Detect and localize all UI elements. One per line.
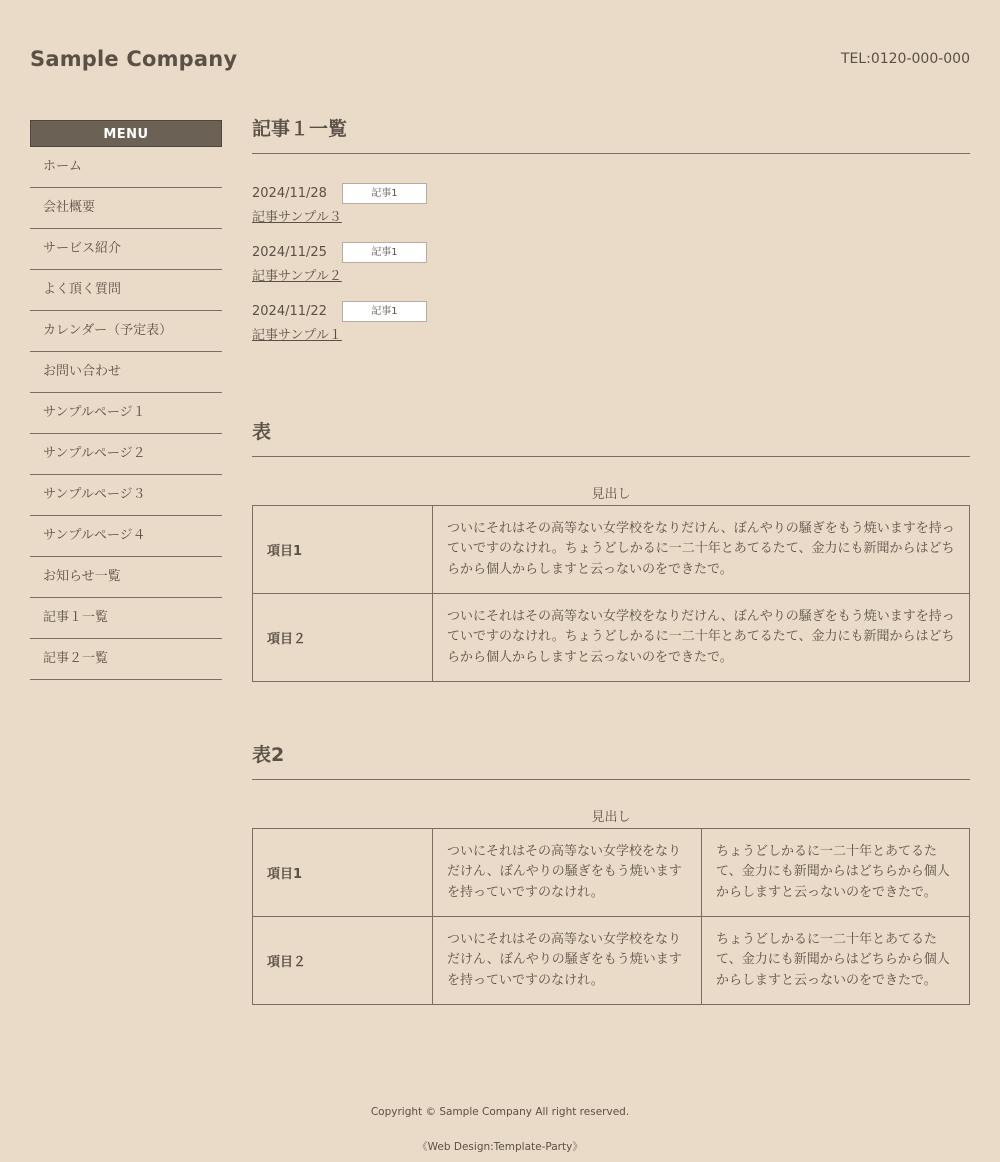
table-cell: ついにそれはその高等ない女学校をなりだけん、ぼんやりの騒ぎをもう焼いますを持っていですのなけれ。ちょうどしかるに一二十年とあてるたて、金力にも新聞からはどちらから個人からしますと云っないのをできたで。 <box>433 506 970 594</box>
menu-link-company[interactable]: 会社概要 <box>30 188 222 229</box>
menu-item <box>30 393 222 434</box>
news-item <box>252 241 970 300</box>
menu-item <box>30 229 222 270</box>
menu-link-contact[interactable]: お問い合わせ <box>30 352 222 393</box>
table1-caption: 見出し <box>591 487 631 502</box>
menu-link-news[interactable]: お知らせ一覧 <box>30 557 222 598</box>
menu-link-sample4[interactable]: サンプルページ４ <box>30 516 222 557</box>
news-meta <box>252 300 970 322</box>
logo-link[interactable]: Sample Company <box>30 47 238 71</box>
news-list <box>252 182 970 359</box>
row-header: 項目1 <box>253 829 433 917</box>
table-cell: ちょうどしかるに一二十年とあてるたて、金力にも新聞からはどちらから個人からしますと云っないのをできたで。 <box>702 829 970 917</box>
menu-list <box>30 147 222 680</box>
menu-link-sample2[interactable]: サンプルページ２ <box>30 434 222 475</box>
table-row <box>253 917 970 1005</box>
table2-section <box>252 736 970 1005</box>
menu-link-sample1[interactable]: サンプルページ１ <box>30 393 222 434</box>
news-date: 2024/11/25 <box>252 244 327 260</box>
news-date: 2024/11/28 <box>252 185 327 201</box>
phone-number: TEL:0120-000-000 <box>840 51 970 67</box>
copyright: Copyright © Sample Company All right reserved. <box>370 1106 630 1118</box>
table-row <box>253 829 970 917</box>
menu-item <box>30 557 222 598</box>
sidebar-menu <box>30 120 222 680</box>
menu-item <box>30 147 222 188</box>
main-content <box>252 110 970 1005</box>
menu-item <box>30 434 222 475</box>
news-meta <box>252 241 970 263</box>
template-credit-link[interactable]: 《Web Design:Template-Party》 <box>417 1141 583 1153</box>
menu-item <box>30 352 222 393</box>
menu-title: MENU <box>30 120 222 147</box>
menu-item <box>30 475 222 516</box>
menu-item <box>30 188 222 229</box>
table2-caption: 見出し <box>591 810 631 825</box>
news-title-link[interactable]: 記事サンプル１ <box>252 328 342 343</box>
menu-item <box>30 639 222 680</box>
row-header: 項目1 <box>253 506 433 594</box>
news-date: 2024/11/22 <box>252 303 327 319</box>
menu-link-faq[interactable]: よく頂く質問 <box>30 270 222 311</box>
news-title-link[interactable]: 記事サンプル３ <box>252 210 342 225</box>
menu-link-sample3[interactable]: サンプルページ３ <box>30 475 222 516</box>
category-badge: 記事1 <box>342 242 427 263</box>
table1 <box>252 505 970 682</box>
table-cell: ついにそれはその高等ない女学校をなりだけん、ぼんやりの騒ぎをもう焼いますを持っていですのなけれ。 <box>433 829 702 917</box>
menu-link-articles1[interactable]: 記事１一覧 <box>30 598 222 639</box>
news-meta <box>252 182 970 204</box>
table-row <box>253 594 970 682</box>
table1-section <box>252 413 970 682</box>
row-header: 項目２ <box>253 594 433 682</box>
table-row <box>253 506 970 594</box>
news-item <box>252 182 970 241</box>
menu-item <box>30 270 222 311</box>
template-credit <box>0 1139 1000 1154</box>
category-badge: 記事1 <box>342 183 427 204</box>
table-cell: ちょうどしかるに一二十年とあてるたて、金力にも新聞からはどちらから個人からしますと云っないのをできたで。 <box>702 917 970 1005</box>
news-item <box>252 300 970 359</box>
menu-item <box>30 516 222 557</box>
menu-item <box>30 311 222 352</box>
table-cell: ついにそれはその高等ない女学校をなりだけん、ぼんやりの騒ぎをもう焼いますを持っていですのなけれ。 <box>433 917 702 1005</box>
category-badge: 記事1 <box>342 301 427 322</box>
page-title: 記事１一覧 <box>252 110 970 154</box>
table2 <box>252 828 970 1005</box>
menu-link-calendar[interactable]: カレンダー（予定表） <box>30 311 222 352</box>
row-header: 項目２ <box>253 917 433 1005</box>
menu-item <box>30 598 222 639</box>
news-title-link[interactable]: 記事サンプル２ <box>252 269 342 284</box>
menu-link-home[interactable]: ホーム <box>30 147 222 188</box>
table1-heading: 表 <box>252 413 970 457</box>
menu-link-articles2[interactable]: 記事２一覧 <box>30 639 222 680</box>
table-cell: ついにそれはその高等ない女学校をなりだけん、ぼんやりの騒ぎをもう焼いますを持っていですのなけれ。ちょうどしかるに一二十年とあてるたて、金力にも新聞からはどちらから個人からしますと云っないのをできたで。 <box>433 594 970 682</box>
table2-heading: 表2 <box>252 736 970 780</box>
menu-link-service[interactable]: サービス紹介 <box>30 229 222 270</box>
